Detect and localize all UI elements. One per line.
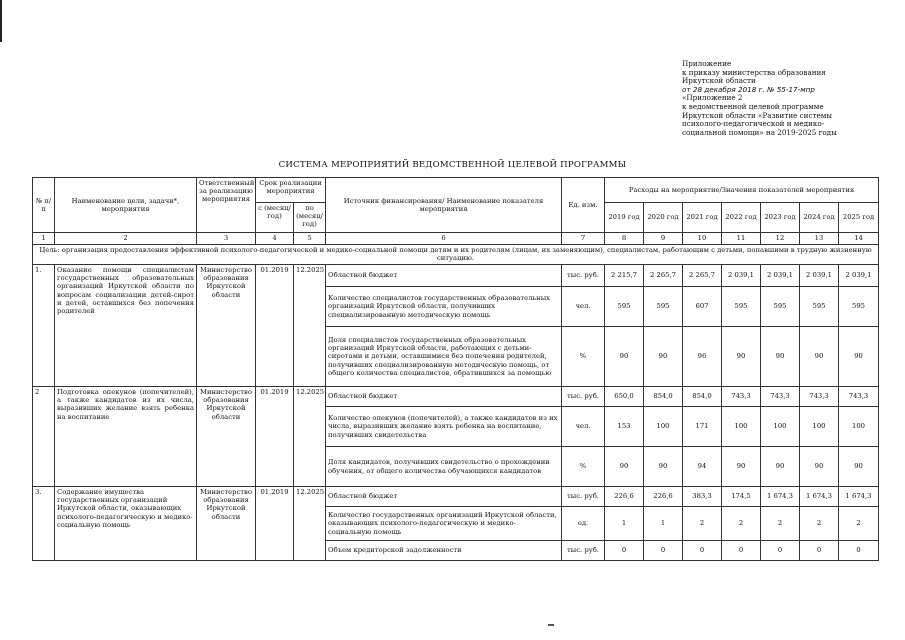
- activity-start: 01.2019: [256, 387, 294, 487]
- value-cell: 100: [761, 407, 800, 447]
- indicator-unit: тыс. руб.: [562, 541, 605, 561]
- column-index: 7: [562, 233, 605, 245]
- value-cell: 0: [722, 541, 761, 561]
- activities-table: [32, 177, 879, 561]
- column-index-row: [33, 233, 879, 245]
- value-cell: 2 039,1: [761, 265, 800, 287]
- indicator-label: Количество опекунов (попечителей), а также кандидатов из их числа, выразивших желание взять ребенка на воспитание, получивших свидетельства: [326, 407, 562, 447]
- value-cell: 595: [605, 287, 644, 327]
- activity-name: Подготовка опекунов (попечителей), а также кандидатов из их числа, выразивших желание взять ребенка на воспитание: [55, 387, 197, 487]
- col-expenses-header: Расходы на мероприятие/Значения показателей мероприятия: [605, 178, 879, 203]
- value-cell: 2 039,1: [800, 265, 839, 287]
- col-num-header: № п/п: [33, 178, 55, 233]
- table-row: [33, 265, 879, 287]
- value-cell: 0: [605, 541, 644, 561]
- value-cell: 100: [800, 407, 839, 447]
- value-cell: 743,3: [761, 387, 800, 407]
- value-cell: 595: [800, 287, 839, 327]
- value-cell: 2 039,1: [722, 265, 761, 287]
- value-cell: 226,6: [605, 487, 644, 507]
- indicator-unit: чел.: [562, 287, 605, 327]
- value-cell: 2: [800, 507, 839, 541]
- column-index: 13: [800, 233, 839, 245]
- indicator-unit: %: [562, 447, 605, 487]
- value-cell: 90: [761, 447, 800, 487]
- value-cell: 100: [722, 407, 761, 447]
- value-cell: 90: [839, 447, 879, 487]
- activity-responsible: Министерство образования Иркутской области: [197, 487, 256, 561]
- page-edge-mark: [0, 0, 2, 42]
- column-index: 4: [256, 233, 294, 245]
- goal-row: [33, 245, 879, 265]
- value-cell: 0: [839, 541, 879, 561]
- indicator-unit: тыс. руб.: [562, 265, 605, 287]
- year-header: 2020 год: [644, 203, 683, 233]
- value-cell: 90: [722, 327, 761, 387]
- column-index: 12: [761, 233, 800, 245]
- value-cell: 2 039,1: [839, 265, 879, 287]
- value-cell: 2 215,7: [605, 265, 644, 287]
- activity-number: 1.: [33, 265, 55, 387]
- column-index: 2: [55, 233, 197, 245]
- value-cell: 0: [644, 541, 683, 561]
- value-cell: 90: [644, 447, 683, 487]
- indicator-unit: ед.: [562, 507, 605, 541]
- indicator-label: Областной бюджет: [326, 487, 562, 507]
- value-cell: 595: [722, 287, 761, 327]
- value-cell: 743,3: [800, 387, 839, 407]
- activity-responsible: Министерство образования Иркутской области: [197, 265, 256, 387]
- indicator-label: Объем кредиторской задолженности: [326, 541, 562, 561]
- column-index: 11: [722, 233, 761, 245]
- value-cell: 90: [605, 327, 644, 387]
- indicator-label: Доля специалистов государственных образовательных организаций Иркутской области, работающих с детьми-сиротами и детьми, оставшимися без попечения родителей, получивших специализированную методическую помощь, от общего количества специалистов, обратившихся за помощью: [326, 327, 562, 387]
- activity-number: 2: [33, 387, 55, 487]
- year-header: 2023 год: [761, 203, 800, 233]
- year-header: 2021 год: [683, 203, 722, 233]
- year-header: 2024 год: [800, 203, 839, 233]
- value-cell: 96: [683, 327, 722, 387]
- value-cell: 90: [800, 447, 839, 487]
- value-cell: 2: [722, 507, 761, 541]
- value-cell: 90: [722, 447, 761, 487]
- value-cell: 2 265,7: [644, 265, 683, 287]
- header-line: Иркутской области: [682, 76, 756, 86]
- indicator-label: Областной бюджет: [326, 387, 562, 407]
- value-cell: 90: [761, 327, 800, 387]
- value-cell: 595: [644, 287, 683, 327]
- value-cell: 0: [800, 541, 839, 561]
- order-number-line: от 28 декабря 2018 г. № 55-17-мпр: [682, 84, 815, 94]
- value-cell: 854,0: [644, 387, 683, 407]
- goal-text: Цель: организация предоставления эффективной психолого-педагогической и медико-социальной помощи детям и их родителям (лицам, их заменяющим), специалистам, работающим с детьми, попавшими в трудную жизненную ситуацию.: [33, 245, 879, 265]
- value-cell: 595: [839, 287, 879, 327]
- header-line: к приказу министерства образования: [682, 67, 826, 77]
- activity-responsible: Министерство образования Иркутской области: [197, 387, 256, 487]
- column-index: 5: [294, 233, 326, 245]
- indicator-label: Доля кандидатов, получивших свидетельство о прохождении обучения, от общего количества обучающихся кандидатов: [326, 447, 562, 487]
- header-line: к ведомственной целевой программе: [682, 101, 824, 111]
- column-index: 9: [644, 233, 683, 245]
- value-cell: 2 265,7: [683, 265, 722, 287]
- value-cell: 90: [839, 327, 879, 387]
- value-cell: 226,6: [644, 487, 683, 507]
- approval-header: [682, 60, 897, 137]
- indicator-label: Количество специалистов государственных образовательных организаций Иркутской области, получивших специализированную методическую помощь: [326, 287, 562, 327]
- value-cell: 90: [800, 327, 839, 387]
- value-cell: 854,0: [683, 387, 722, 407]
- value-cell: 1 674,3: [761, 487, 800, 507]
- activity-number: 3.: [33, 487, 55, 561]
- activity-end: 12.2025: [294, 265, 326, 387]
- col-responsible-header: Ответственный за реализацию мероприятия: [197, 178, 256, 233]
- col-period-header: Срок реализации мероприятия: [256, 178, 326, 203]
- year-header: 2025 год: [839, 203, 879, 233]
- year-header: 2022 год: [722, 203, 761, 233]
- value-cell: 650,0: [605, 387, 644, 407]
- activity-name: Оказание помощи специалистам государственных образовательных организаций Иркутской области по вопросам социализации детей-сирот и детей, оставшихся без попечения родителей: [55, 265, 197, 387]
- header-line: Иркутской области «Развитие системы: [682, 110, 833, 120]
- column-index: 14: [839, 233, 879, 245]
- value-cell: 153: [605, 407, 644, 447]
- table-row: [33, 487, 879, 507]
- column-index: 6: [326, 233, 562, 245]
- value-cell: 0: [761, 541, 800, 561]
- value-cell: 743,3: [839, 387, 879, 407]
- indicator-label: Количество государственных организаций Иркутской области, оказывающих психолого-педагогическую и медико-социальную помощь: [326, 507, 562, 541]
- col-from-header: с (месяц/ год): [256, 203, 294, 233]
- indicator-label: Областной бюджет: [326, 265, 562, 287]
- value-cell: 1 674,3: [800, 487, 839, 507]
- header-line: социальной помощи» на 2019-2025 годы: [682, 127, 837, 137]
- activity-end: 12.2025: [294, 487, 326, 561]
- header-line: Приложение: [682, 59, 732, 68]
- indicator-unit: %: [562, 327, 605, 387]
- column-index: 1: [33, 233, 55, 245]
- col-to-header: по (месяц/ год): [294, 203, 326, 233]
- value-cell: 607: [683, 287, 722, 327]
- value-cell: 100: [839, 407, 879, 447]
- indicator-unit: тыс. руб.: [562, 387, 605, 407]
- value-cell: 1: [605, 507, 644, 541]
- value-cell: 94: [683, 447, 722, 487]
- header-row: [33, 178, 879, 203]
- value-cell: 595: [761, 287, 800, 327]
- scan-artifact: [548, 624, 554, 626]
- value-cell: 2: [761, 507, 800, 541]
- activity-name: Содержание имущества государственных организаций Иркутской области, оказывающих психолого-педагогическую и медико-социальную помощь: [55, 487, 197, 561]
- value-cell: 2: [683, 507, 722, 541]
- value-cell: 2: [839, 507, 879, 541]
- header-line: «Приложение 2: [682, 93, 743, 103]
- activity-end: 12.2025: [294, 387, 326, 487]
- table-row: [33, 387, 879, 407]
- value-cell: 1: [644, 507, 683, 541]
- column-index: 8: [605, 233, 644, 245]
- value-cell: 100: [644, 407, 683, 447]
- value-cell: 174,5: [722, 487, 761, 507]
- value-cell: 743,3: [722, 387, 761, 407]
- value-cell: 0: [683, 541, 722, 561]
- col-source-header: Источник финансирования/ Наименование показателя мероприятия: [326, 178, 562, 233]
- value-cell: 171: [683, 407, 722, 447]
- header-line: психолого-педагогической и медико-: [682, 119, 825, 129]
- activity-start: 01.2019: [256, 265, 294, 387]
- col-unit-header: Ед. изм.: [562, 178, 605, 233]
- value-cell: 90: [605, 447, 644, 487]
- value-cell: 1 674,3: [839, 487, 879, 507]
- indicator-unit: тыс. руб.: [562, 487, 605, 507]
- activity-start: 01.2019: [256, 487, 294, 561]
- col-name-header: Наименование цели, задачи*, мероприятия: [55, 178, 197, 233]
- document-title: СИСТЕМА МЕРОПРИЯТИЙ ВЕДОМСТВЕННОЙ ЦЕЛЕВОЙ ПРОГРАММЫ: [278, 160, 627, 170]
- value-cell: 383,3: [683, 487, 722, 507]
- value-cell: 90: [644, 327, 683, 387]
- column-index: 10: [683, 233, 722, 245]
- indicator-unit: чел.: [562, 407, 605, 447]
- column-index: 3: [197, 233, 256, 245]
- year-header: 2019 год: [605, 203, 644, 233]
